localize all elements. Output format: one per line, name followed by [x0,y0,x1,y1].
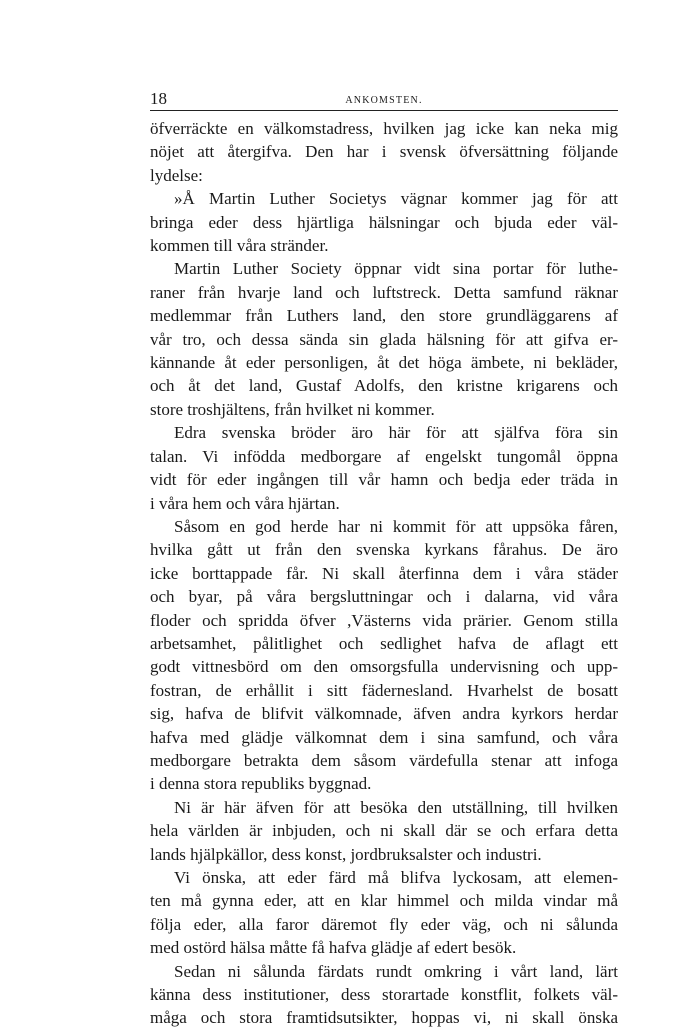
paragraph [150,421,618,515]
text-line: Ni är här äfven för att besöka den utställning, till hvilken [174,797,618,817]
text-line: följa eder, alla faror däremot fly eder väg, och ni sålunda [150,914,618,934]
paragraph [150,257,618,421]
text-line: ten må gynna eder, att en klar himmel och milda vindar må [150,891,618,911]
book-page [150,90,618,1030]
text-line: lydelse: [150,165,203,185]
text-line: känna dess institutioner, dess storartade konstflit, folkets väl- [150,985,618,1005]
text-line: öfverräckte en välkomstadress, hvilken jag icke kan neka mig [150,119,618,138]
page-number: 18 [150,89,167,108]
text-line: icke borttappade får. Ni skall återfinna dem i våra städer [150,563,618,583]
text-line: kommen till våra stränder. [150,236,329,256]
body-text [150,117,618,1030]
text-line: Vi önska, att eder färd må blifva lyckosam, att elemen- [174,868,618,887]
text-line: och åt det land, Gustaf Adolfs, den kristne krigarens och [150,376,618,396]
text-line: måga och stora framtidsutsikter, hoppas vi, ni skall önska [150,1008,618,1028]
text-line: sig, hafva de blifvit välkomnade, äfven andra kyrkors herdar [150,704,618,724]
paragraph [150,187,618,257]
text-line: talan. Vi infödda medborgare af engelskt tungomål öppna [150,446,618,466]
text-line: raner från hvarje land och luftstreck. Detta samfund räknar [150,282,618,302]
text-line: vidt för eder ingången till vår hamn och bedja eder träda in [150,470,618,490]
text-line: arbetsamhet, pålitlighet och sedlighet hafva de aflagt ett [150,633,618,653]
text-line: och byar, på våra bergsluttningar och i dalarna, vid våra [150,587,618,607]
text-line: store troshjältens, från hvilket ni kommer. [150,399,435,419]
text-line: bringa eder dess hjärtliga hälsningar och bjuda eder väl- [150,212,618,232]
paragraph [150,796,618,866]
text-line: floder och spridda öfver ,Västerns vida prärier. Genom stilla [150,610,618,630]
text-line: Sedan ni sålunda färdats rundt omkring i vårt land, lärt [174,961,618,981]
text-line: nöjet att återgifva. Den har i svensk öfversättning följande [150,142,618,162]
text-line: lands hjälpkällor, dess konst, jordbruksalster och industri. [150,844,542,864]
text-line: medborgare betrakta dem såsom värdefulla stenar att infoga [150,750,618,770]
text-line: i våra hem och våra hjärtan. [150,493,340,513]
running-head [150,90,618,111]
text-line: i denna stora republiks byggnad. [150,774,372,794]
text-line: fostran, de erhållit i sitt fädernesland. Hvarhelst de bosatt [150,680,618,700]
text-line: kännande åt eder personligen, åt det höga ämbete, ni bekläder, [150,353,618,373]
text-line: Såsom en god herde har ni kommit för att uppsöka fåren, [174,516,618,536]
text-line: hafva med glädje välkomnat dem i sina samfund, och våra [150,727,618,747]
running-title: ANKOMSTEN. [345,95,423,106]
paragraph [150,960,618,1030]
text-line: Edra svenska bröder äro här för att själfva föra sin [174,423,618,443]
paragraph [150,866,618,960]
text-line: med ostörd hälsa måtte få hafva glädje af edert besök. [150,938,517,958]
text-line: hvilka gått ut från den svenska kyrkans fårahus. De äro [150,540,618,560]
text-line: »Å Martin Luther Societys vägnar kommer jag för att [174,189,618,209]
paragraph [150,515,618,796]
text-line: vår tro, och dessa sända sin glada hälsning för att gifva er- [150,329,618,349]
text-line: hela världen är inbjuden, och ni skall där se och erfara detta [150,821,618,841]
text-line: godt vittnesbörd om den omsorgsfulla undervisning och upp- [150,657,618,677]
text-line: Martin Luther Society öppnar vidt sina portar för luthe- [174,259,618,279]
text-line: medlemmar från Luthers land, den store grundläggarens af [150,306,618,326]
paragraph [150,117,618,187]
